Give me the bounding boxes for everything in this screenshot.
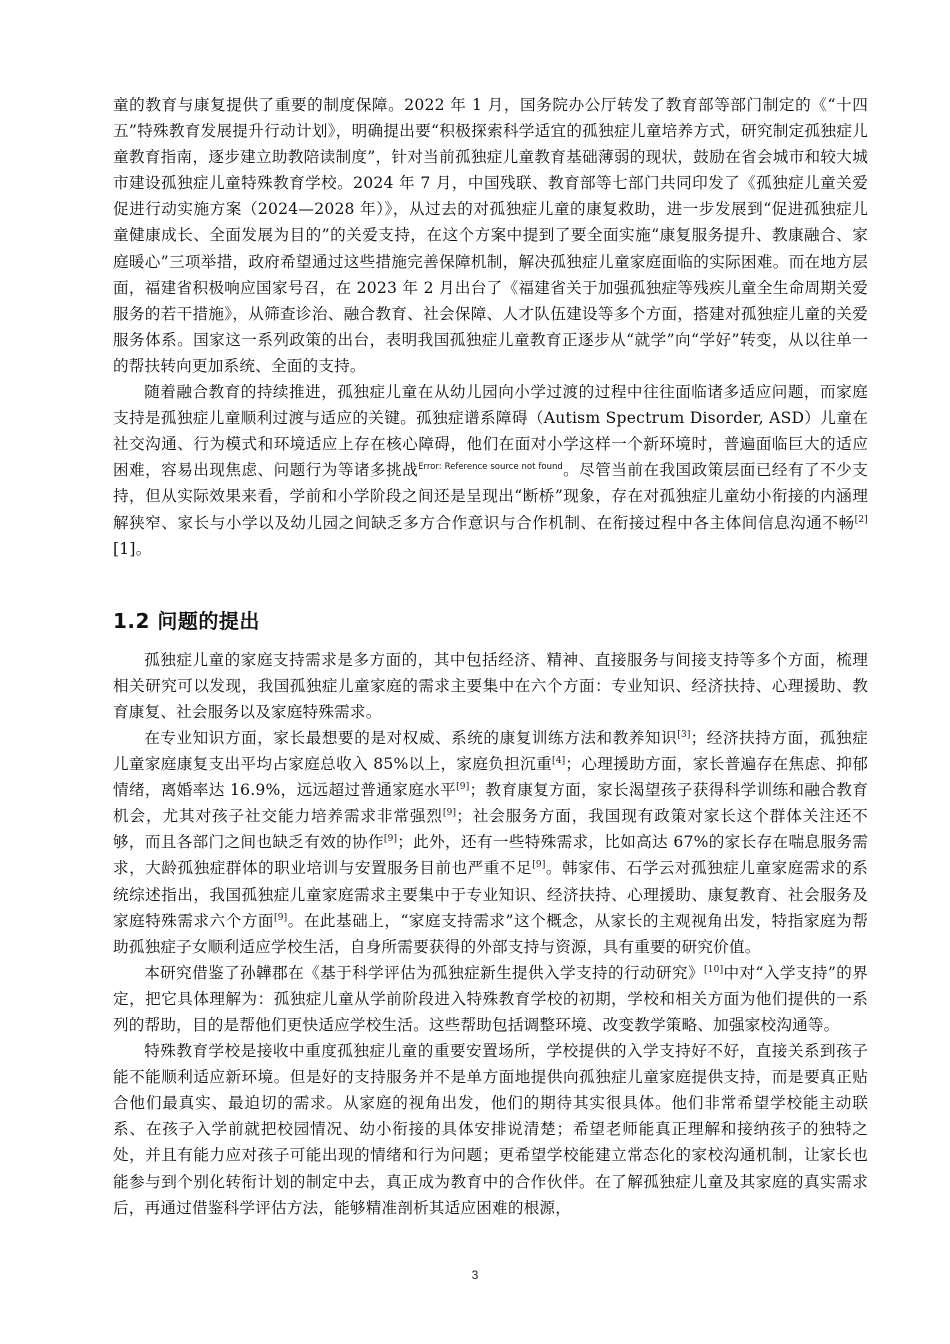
citation: [9] xyxy=(456,781,470,792)
citation: [4] xyxy=(552,755,566,766)
citation: [3] xyxy=(677,729,691,740)
paragraph-transition-challenges xyxy=(113,379,868,562)
page-number: 3 xyxy=(471,1268,479,1282)
paragraph-text: ；教育康复方面，家长渴望孩子获得科学训练和融合教育机会，尤其对孩子社交能力培养需求非常强烈 xyxy=(113,781,868,826)
paragraph-enrollment-support xyxy=(113,960,868,1038)
citation: [9] xyxy=(274,912,288,923)
paragraph-text: ；社会服务方面，我国现有政策对家长这个群体关注还不够，而且各部门之间也缺乏有效的协作 xyxy=(113,807,868,852)
paragraph-text: ；此外，还有一些特殊需求，比如高达 67%的家长存在喘息服务需求，大龄孤独症群体的职业培训与安置服务目前也严重不足 xyxy=(113,833,868,878)
paragraph-needs-detail xyxy=(113,725,868,960)
paragraph-text: 本研究借鉴了孙韡郡在《基于科学评估为孤独症新生提供入学支持的行动研究》 xyxy=(144,963,704,982)
paragraph-text: 孤独症儿童的家庭支持需求是多方面的，其中包括经济、精神、直接服务与间接支持等多个方面，梳理相关研究可以发现，我国孤独症儿童家庭的需求主要集中在六个方面：专业知识、经济扶持、心理援助、教育康复、社会服务以及家庭特殊需求。 xyxy=(113,650,868,721)
reference-error-note: Error: Reference source not found xyxy=(418,462,563,473)
paragraph-text: 特殊教育学校是接收中重度孤独症儿童的重要安置场所，学校提供的入学支持好不好，直接关系到孩子能不能顺利适应新环境。但是好的支持服务并不是单方面地提供向孤独症儿童家庭提供支持，而是要真正贴合他们最真实、最迫切的需求。从家庭的视角出发，他们的期待其实很具体。他们非常希望学校能主动联系、在孩子入学前就把校园情况、幼小衔接的具体安排说清楚；希望老师能真正理解和接纳孩子的独特之处，并且有能力应对孩子可能出现的情绪和行为问题；更希望学校能建立常态化的家校沟通机制，让家长也能参与到个别化转衔计划的制定中去，真正成为教育中的合作伙伴。在了解孤独症儿童及其家庭的真实需求后，再通过借鉴科学评估方法，能够精准剖析其适应困难的根源， xyxy=(113,1042,868,1217)
paragraph-text: 童的教育与康复提供了重要的制度保障。2022 年 1 月，国务院办公厅转发了教育部等部门制定的《“十四五”特殊教育发展提升行动计划》，明确提出要“积极探索科学适宜的孤独症儿童培养方式，研究制定孤独症儿童教育指南，逐步建立助教陪读制度”，针对当前孤独症儿童教育基础薄弱的现状，鼓励在省会城市和较大城市建设孤独症儿童特殊教育学校。2024 年 7 月，中国残联、教育部等七部门共同印发了《孤独症儿童关爱促进行动实施方案（2024—2028 年）》，从过去的对孤独症儿童的康复救助，进一步发展到“促进孤独症儿童健康成长、全面发展为目的”的关爱支持，在这个方案中提到了要全面实施“康复服务提升、教康融合、家庭暖心”三项举措，政府希望通过这些措施完善保障机制，解决孤独症儿童家庭面临的实际困难。而在地方层面，福建省积极响应国家号召，在 2023 年 2 月出台了《福建省关于加强孤独症等残疾儿童全生命周期关爱服务的若干措施》，从筛查诊治、融合教育、社会保障、人才队伍建设等多个方面，搭建对孤独症儿童的关爱服务体系。国家这一系列政策的出台，表明我国孤独症儿童教育正逐步从“就学”向“学好”转变，从以往单一的帮扶转向更加系统、全面的支持。 xyxy=(113,96,868,375)
paragraph-text: 。尽管当前在我国政策层面已经有了不少支持，但从实际效果来看，学前和小学阶段之间还是呈现出“断桥”现象，存在对孤独症儿童幼小衔接的内涵理解狭窄、家长与小学以及幼儿园之间缺乏多方合作意识与合作机制、在衔接过程中各主体间信息沟通不畅 xyxy=(113,461,868,532)
paragraph-text: 随着融合教育的持续推进，孤独症儿童在从幼儿园向小学过渡的过程中往往面临诸多适应问题，而家庭支持是孤独症儿童顺利过渡与适应的关键。孤独症谱系障碍（Autism Spectrum Disorder, ASD）儿童在社交沟通、行为模式和环境适应上存在核心障碍，他们在面对小学这样一个新环境时，普遍面临巨大的适应困难，容易出现焦虑、问题行为等诸多挑战 xyxy=(113,383,868,480)
citation: [10] xyxy=(704,964,724,975)
paragraph-special-schools xyxy=(113,1038,868,1221)
paragraph-text: ；经济扶持方面，孤独症儿童家庭康复支出平均占家庭总收入 85%以上，家庭负担沉重 xyxy=(113,728,868,774)
citation: [9] xyxy=(532,860,546,871)
paragraph-text: 在专业知识方面，家长最想要的是对权威、系统的康复训练方法和教养知识 xyxy=(144,728,678,747)
section-heading: 1.2 问题的提出 xyxy=(113,608,260,633)
citation: [9] xyxy=(383,834,398,845)
paragraph-text: ；心理援助方面，家长普遍存在焦虑、抑郁情绪，离婚率达 16.9%，远远超过普通家庭水平 xyxy=(113,755,868,800)
citation: [9] xyxy=(442,808,457,819)
citation: [2] xyxy=(854,514,868,525)
body-text xyxy=(113,92,868,1221)
paragraph-text: [1]。 xyxy=(113,539,152,558)
paragraph-text: 中对“入学支持”的界定，把它具体理解为：孤独症儿童从学前阶段进入特殊教育学校的初期，学校和相关方面为他们提供的一系列的帮助，目的是帮他们更快适应学校生活。这些帮助包括调整环境、改变教学策略、加强家校沟通等。 xyxy=(113,963,868,1034)
paragraph-family-needs xyxy=(113,647,868,725)
paragraph-text: 。在此基础上，“家庭支持需求”这个概念，从家长的主观视角出发，特指家庭为帮助孤独症子女顺利适应学校生活，自身所需要获得的外部支持与资源，具有重要的研究价值。 xyxy=(113,911,868,956)
paragraph-policy-context xyxy=(113,92,868,379)
paragraph-text: 。韩家伟、石学云对孤独症儿童家庭需求的系统综述指出，我国孤独症儿童家庭需求主要集中于专业知识、经济扶持、心理援助、康复教育、社会服务及家庭特殊需求六个方面 xyxy=(113,859,868,930)
